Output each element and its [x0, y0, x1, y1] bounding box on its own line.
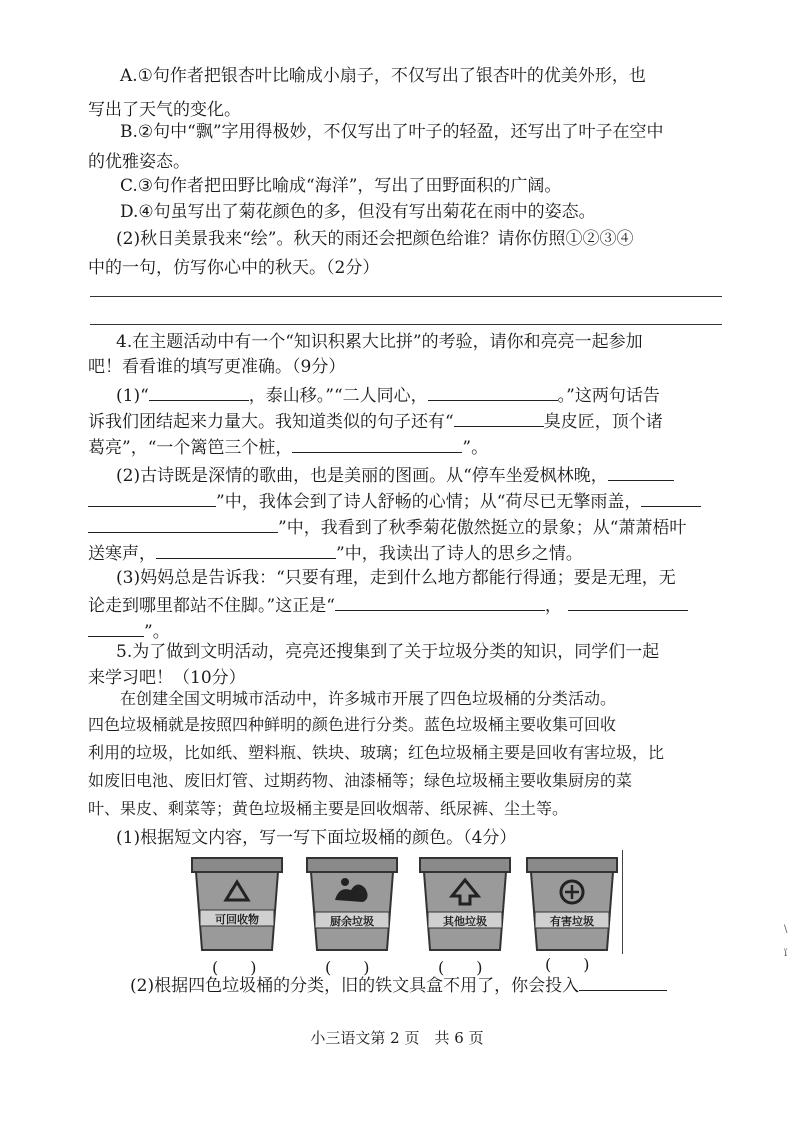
q4-part2-line4: [88, 540, 583, 566]
q3-part2-line1: (2)秋日美景我来“绘”。秋天的雨还会把颜色给谁？请你仿照①②③④: [116, 229, 634, 249]
text: ，泰山移。”“二人同心，: [248, 386, 428, 406]
fill-blank[interactable]: [88, 514, 278, 533]
bin-graphic: [525, 856, 619, 952]
q4-intro-line1: 4.在主题活动中有一个“知识积累大比拼”的考验，请你和亮亮一起参加: [116, 332, 643, 352]
text: (2)古诗既是深情的歌曲，也是美丽的图画。从“停车坐爱枫林晚，: [116, 466, 608, 486]
margin-mark: ï: [784, 948, 788, 959]
bin-label: 其他垃圾: [443, 915, 487, 928]
q4-part1-line3: [88, 434, 488, 460]
passage-line: 四色垃圾桶就是按照四种鲜明的颜色进行分类。蓝色垃圾桶主要收集可回收: [88, 715, 617, 734]
bin-label: 有害垃圾: [550, 915, 594, 928]
q4-part2-line2: [88, 488, 701, 514]
bin-label: 可回收物: [215, 913, 259, 926]
fill-blank[interactable]: [149, 382, 249, 401]
answer-paren[interactable]: ( ): [545, 955, 590, 974]
fill-blank[interactable]: [335, 592, 545, 611]
bin-graphic: [305, 856, 399, 952]
text: (2)根据四色垃圾桶的分类，旧的铁文具盒不用了，你会投入: [130, 976, 580, 996]
fill-blank[interactable]: [454, 408, 544, 427]
q4-part2-line1: [116, 462, 674, 488]
bin-graphic: [418, 856, 512, 952]
q5-intro-line2: 来学习吧！（10分）: [88, 668, 246, 688]
q3-option-a-line1: A.①句作者把银杏叶比喻成小扇子，不仅写出了银杏叶的优美外形，也: [120, 66, 646, 86]
q5-intro-line1: 5.为了做到文明活动，亮亮还搜集到了关于垃圾分类的知识，同学们一起: [116, 642, 660, 662]
fill-blank[interactable]: [292, 434, 462, 453]
image-border: [622, 850, 623, 954]
q5-part1: (1)根据短文内容，写一写下面垃圾桶的颜色。（4分）: [116, 828, 517, 848]
text: ”中，我体会到了诗人舒畅的心情；从“荷尽已无擎雨盖，: [216, 492, 642, 512]
q3-option-c: C.③句作者把田野比喻成“海洋”，写出了田野面积的广阔。: [120, 176, 562, 196]
answer-paren[interactable]: ( ): [438, 958, 483, 977]
q4-part3-line2: [88, 592, 688, 618]
answer-paren[interactable]: ( ): [325, 958, 370, 977]
fill-blank[interactable]: [641, 488, 701, 507]
answer-line[interactable]: [90, 296, 722, 297]
q4-intro-line2: 吧！看看谁的填写更准确。（9分）: [88, 357, 346, 377]
text: 臭皮匠，顶个诸: [543, 412, 663, 432]
text: ”。: [144, 622, 170, 642]
q5-part2: [130, 972, 667, 998]
text: 葛亮”，“一个篱笆三个桩，: [88, 438, 293, 458]
text: 送寒声，: [88, 544, 156, 564]
text: 。”这两句话告: [557, 386, 660, 406]
bin-label: 厨余垃圾: [330, 915, 374, 928]
q3-part2-line2: 中的一句，仿写你心中的秋天。（2分）: [88, 258, 380, 278]
q4-part2-line3: [88, 514, 686, 540]
recycle-bin: [190, 856, 284, 952]
text: 论走到哪里都站不住脚。”这正是“: [88, 596, 335, 616]
answer-line[interactable]: [90, 324, 722, 325]
q3-option-d: D.④句虽写出了菊花颜色的多，但没有写出菊花在雨中的姿态。: [120, 202, 596, 222]
passage-line: 叶、果皮、剩菜等；黄色垃圾桶主要是回收烟蒂、纸尿裤、尘土等。: [88, 799, 569, 818]
text: (1)“: [116, 386, 149, 406]
q3-option-b-line2: 的优雅姿态。: [88, 152, 190, 172]
fill-blank[interactable]: [428, 382, 558, 401]
passage-line: 在创建全国文明城市活动中，许多城市开展了四色垃圾桶的分类活动。: [120, 689, 617, 708]
text: ”中，我看到了秋季菊花傲然挺立的景象；从“萧萧梧叶: [278, 518, 687, 538]
hazardous-bin: [525, 856, 619, 952]
fill-blank[interactable]: [579, 972, 667, 991]
fill-blank[interactable]: [88, 488, 216, 507]
q4-part3-line1: (3)妈妈总是告诉我：“只要有理，走到什么地方都能行得通；要是无理，无: [116, 568, 676, 588]
text: ，: [544, 596, 562, 616]
text: ”中，我读出了诗人的思乡之情。: [336, 544, 583, 564]
passage-line: 如废旧电池、废旧灯管、过期药物、油漆桶等；绿色垃圾桶主要收集厨房的菜: [88, 771, 633, 790]
fill-blank[interactable]: [568, 592, 688, 611]
answer-paren[interactable]: ( ): [212, 958, 257, 977]
bin-graphic: [190, 856, 284, 952]
fill-blank[interactable]: [608, 462, 674, 481]
fill-blank[interactable]: [156, 540, 336, 559]
q4-part1-line1: [116, 382, 660, 408]
text: ”。: [462, 438, 489, 458]
food-waste-bin: [305, 856, 399, 952]
page-footer: 小三语文第 2 页 共 6 页: [310, 1029, 484, 1047]
passage-line: 利用的垃圾，比如纸、塑料瓶、铁块、玻璃；红色垃圾桶主要是回收有害垃圾，比: [88, 743, 665, 762]
q4-part1-line2: [88, 408, 663, 434]
margin-mark: \: [784, 924, 788, 935]
q3-option-b-line1: B.②句中“飘”字用得极妙，不仅写出了叶子的轻盈，还写出了叶子在空中: [120, 122, 664, 142]
q3-option-a-line2: 写出了天气的变化。: [88, 100, 241, 120]
fill-blank[interactable]: [88, 618, 144, 637]
other-waste-bin: [418, 856, 512, 952]
text: 诉我们团结起来力量大。我知道类似的句子还有“: [88, 412, 454, 432]
